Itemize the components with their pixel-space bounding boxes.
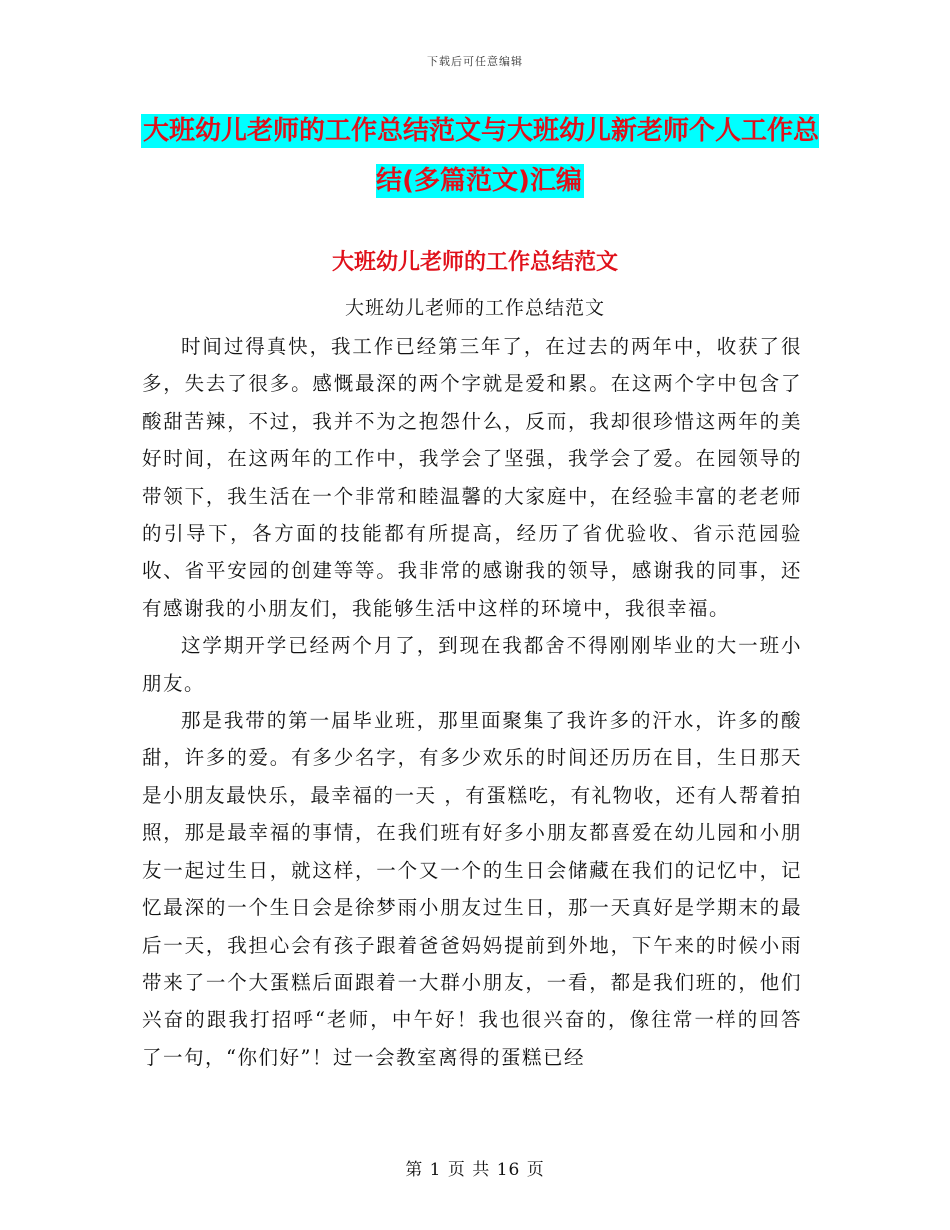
body-text	[142, 328, 802, 1076]
page-header-note: 下载后可任意编辑	[427, 55, 523, 68]
paragraph-2: 这学期开学已经两个月了，到现在我都舍不得刚刚毕业的大一班小朋友。	[142, 634, 802, 695]
section-subtitle: 大班幼儿老师的工作总结范文	[344, 297, 605, 319]
document-title	[140, 106, 820, 206]
paragraph-1: 时间过得真快，我工作已经第三年了，在过去的两年中，收获了很多，失去了很多。感慨最深的两个字就是爱和累。在这两个字中包含了酸甜苦辣，不过，我并不为之抱怨什么，反而，我却很珍惜这两年的美好时间，在这两年的工作中，我学会了坚强，我学会了爱。在园领导的带领下，我生活在一个非常和睦温馨的大家庭中，在经验丰富的老老师的引导下，各方面的技能都有所提高，经历了省优验收、省示范园验收、省平安园的创建等等。我非常的感谢我的领导，感谢我的同事，还有感谢我的小朋友们，我能够生活中这样的环境中，我很幸福。	[142, 335, 802, 620]
page-footer: 第 1 页 共 16 页	[405, 1160, 545, 1180]
section-title: 大班幼儿老师的工作总结范文	[331, 250, 618, 275]
document-title-text: 大班幼儿老师的工作总结范文与大班幼儿新老师个人工作总结(多篇范文)汇编	[142, 116, 819, 196]
paragraph-3: 那是我带的第一届毕业班，那里面聚集了我许多的汗水，许多的酸甜，许多的爱。有多少名字，有多少欢乐的时间还历历在目，生日那天是小朋友最快乐，最幸福的一天 ，有蛋糕吃，有礼物收，还有人帮着拍照，那是最幸福的事情，在我们班有好多小朋友都喜爱在幼儿园和小朋友一起过生日，就这样，一个又一个的生日会储藏在我们的记忆中，记忆最深的一个生日会是徐梦雨小朋友过生日，那一天真好是学期末的最后一天，我担心会有孩子跟着爸爸妈妈提前到外地，下午来的时候小雨带来了一个大蛋糕后面跟着一大群小朋友，一看，都是我们班的，他们兴奋的跟我打招呼“老师，中午好！我也很兴奋的，像往常一样的回答了一句，“你们好”！过一会教室离得的蛋糕已经	[142, 709, 802, 1069]
